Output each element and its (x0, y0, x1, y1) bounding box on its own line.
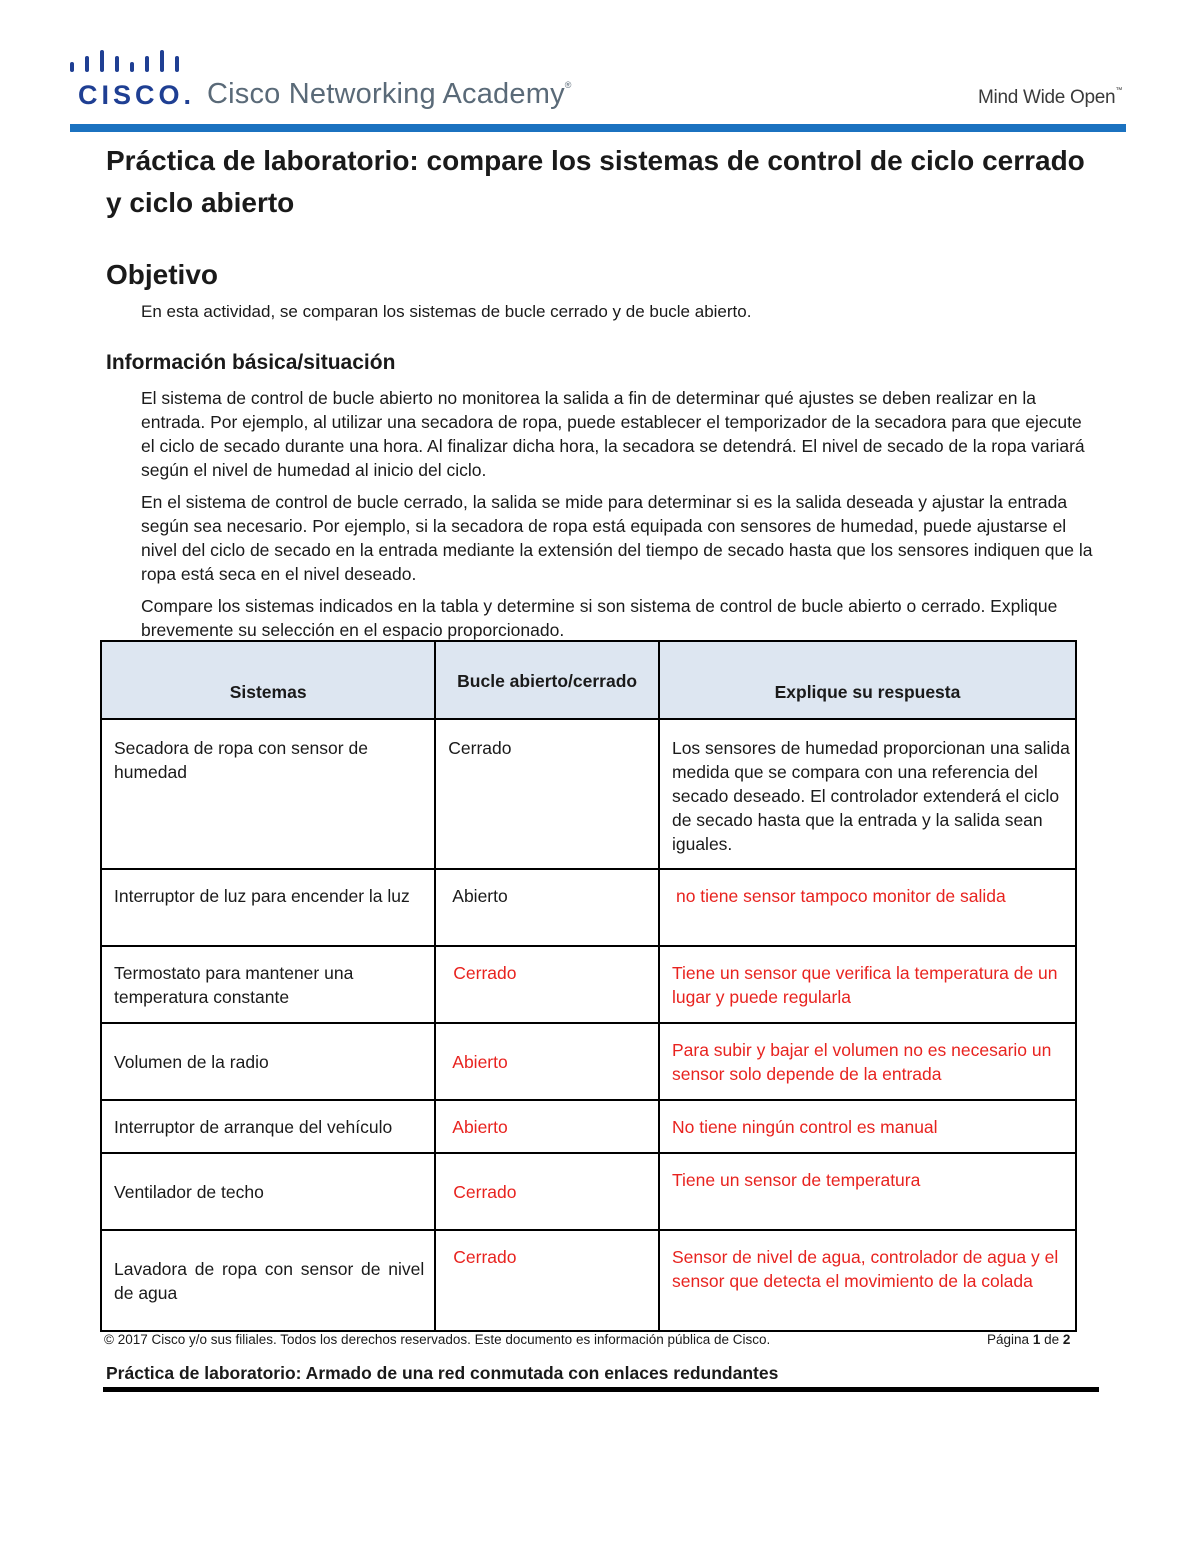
table-row (101, 1153, 1076, 1230)
loop-cell: Abierto (452, 1117, 508, 1137)
loop-cell: Cerrado (448, 738, 512, 758)
explanation-cell: Para subir y bajar el volumen no es necesario un sensor solo depende de la entrada (671, 1040, 1052, 1084)
academy-name: Cisco Networking Academy® (207, 78, 572, 110)
explanation-cell: Los sensores de humedad proporcionan una salida medida que se compara con una referencia del secado deseado. El controlador extenderá el ciclo de secado hasta que la entrada y la salida sean iguales. (671, 738, 1070, 854)
header-loop: Bucle abierto/cerrado (435, 641, 659, 719)
objective-heading: Objetivo (106, 259, 219, 290)
system-cell: Interruptor de arranque del vehículo (114, 1117, 393, 1137)
table-row (101, 1230, 1076, 1331)
table-header-row (101, 641, 1076, 719)
table-row (101, 869, 1076, 946)
loop-cell: Cerrado (453, 963, 517, 983)
explanation-cell: Tiene un sensor de temperatura (671, 1170, 921, 1190)
header-systems: Sistemas (101, 641, 435, 719)
next-page-title: Práctica de laboratorio: Armado de una red conmutada con enlaces redundantes (106, 1363, 779, 1383)
table-row (101, 1100, 1076, 1153)
cisco-logo-bars-icon (68, 48, 180, 76)
system-cell: Volumen de la radio (114, 1052, 269, 1072)
background-paragraph-2: En el sistema de control de bucle cerrado, la salida se mide para determinar si es la salida deseada y ajustar la entrada según sea necesario. Por ejemplo, si la secadora de ropa está equipada con sensores de humedad, puede ajustarse el nivel del ciclo de secado en la entrada mediante la extensión del tiempo de secado hasta que los sensores indiquen que la ropa está seca en el nivel deseado. (141, 492, 1093, 584)
background-paragraph-3: Compare los sistemas indicados en la tabla y determine si son sistema de control de bucle abierto o cerrado. Explique brevemente su selección en el espacio proporcionado. (141, 596, 1058, 640)
cisco-logo: CISCO. (78, 80, 196, 110)
system-cell: Ventilador de techo (114, 1182, 264, 1202)
page-number: Página 1 de 2 (987, 1332, 1071, 1347)
tagline: Mind Wide Open™ (978, 87, 1123, 108)
loop-cell: Abierto (452, 886, 508, 906)
header-rule (70, 124, 1126, 132)
system-cell: Secadora de ropa con sensor de humedad (114, 738, 368, 782)
copyright-notice: © 2017 Cisco y/o sus filiales. Todos los derechos reservados. Este documento es información pública de Cisco. (104, 1332, 771, 1347)
explanation-cell: no tiene sensor tampoco monitor de salida (675, 886, 1006, 906)
background-heading: Información básica/situación (106, 351, 396, 374)
explanation-cell: No tiene ningún control es manual (671, 1117, 938, 1137)
loop-cell: Cerrado (453, 1182, 517, 1202)
table-row (101, 719, 1076, 869)
system-cell: Lavadora de ropa con sensor de nivel de agua (114, 1259, 425, 1303)
footer-rule (103, 1387, 1099, 1392)
loop-cell: Abierto (452, 1052, 508, 1072)
table-row (101, 1023, 1076, 1100)
header-explanation: Explique su respuesta (659, 641, 1076, 719)
table-row (101, 946, 1076, 1023)
background-paragraph-1: El sistema de control de bucle abierto no monitorea la salida a fin de determinar qué ajustes se deben realizar en la entrada. Por ejemplo, al utilizar una secadora de ropa, puede establecer el temporizador de la secadora para que ejecute el ciclo de secado durante una hora. Al finalizar dicha hora, la secadora se detendrá. El nivel de secado de la ropa variará según el nivel de humedad al inicio del ciclo. (141, 388, 1085, 480)
page-title: Práctica de laboratorio: compare los sistemas de control de ciclo cerrado y ciclo abierto (106, 145, 1085, 218)
loop-cell: Cerrado (453, 1247, 517, 1267)
system-cell: Interruptor de luz para encender la luz (114, 886, 410, 906)
systems-table (100, 640, 1077, 1332)
explanation-cell: Tiene un sensor que verifica la temperatura de un lugar y puede regularla (671, 963, 1058, 1007)
system-cell: Termostato para mantener una temperatura constante (114, 963, 354, 1007)
explanation-cell: Sensor de nivel de agua, controlador de agua y el sensor que detecta el movimiento de la colada (671, 1247, 1059, 1291)
objective-text: En esta actividad, se comparan los sistemas de bucle cerrado y de bucle abierto. (141, 302, 752, 321)
